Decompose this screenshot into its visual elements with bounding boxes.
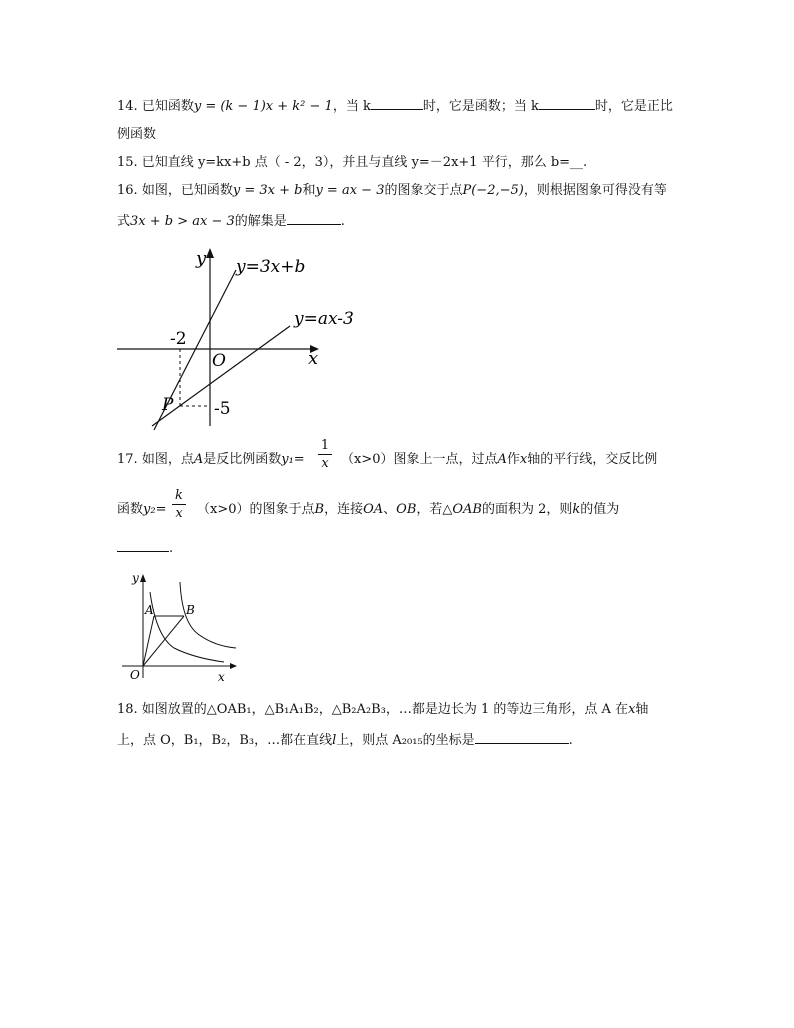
q16-formula-1: y = 3x + b <box>232 183 303 198</box>
q17-ob: OB <box>396 502 417 517</box>
fig16-x-label: x <box>308 348 319 369</box>
question-14-line1 <box>117 95 673 117</box>
question-18-line1 <box>117 700 648 720</box>
q16-text-3: 的图象交于点 <box>384 183 463 198</box>
q17-fraction-2 <box>172 487 186 522</box>
q17-point-b: B <box>314 502 325 517</box>
q16-text-2: 和 <box>302 183 316 198</box>
q17-y2: y₂= <box>143 502 167 517</box>
q17-number: 17. <box>117 452 138 467</box>
fig16-line2-label: y=ax-3 <box>294 309 354 329</box>
q17-text-5: 轴的平行线，交反比例 <box>527 452 658 467</box>
q16-point: P(−2,−5) <box>462 183 524 198</box>
q17-text-4: 作 <box>506 452 520 467</box>
q16-number: 16. <box>117 183 138 198</box>
q16-text-1: 如图，已知函数 <box>141 183 233 198</box>
fig17-y-arrow-icon <box>140 574 146 582</box>
q17-x: x <box>519 452 528 467</box>
q16-text-6: 的解集是 <box>234 214 287 229</box>
q17-text-11: 的面积为 2，则 <box>481 502 573 517</box>
q18-axis: 轴 <box>635 702 649 717</box>
q17-text-6: 函数 <box>117 502 144 517</box>
q17-frac2-num: k <box>175 488 183 503</box>
fig17-a-label: A <box>145 603 154 617</box>
q16-end: . <box>340 214 345 229</box>
q17-text-10: ，若△ <box>416 502 453 517</box>
q16-blank <box>287 210 341 225</box>
q17-line1-right <box>341 450 657 470</box>
q18-text-2b: 上，则点 A₂₀₁₅的坐标是 <box>336 733 475 748</box>
figure-17 <box>114 566 244 684</box>
fig17-origin-label: O <box>130 668 140 682</box>
q17-line1-left <box>117 450 305 470</box>
q17-text-3: 图象上一点，过点 <box>393 452 498 467</box>
fig17-b-label: B <box>186 603 195 617</box>
question-17-line3 <box>117 537 173 559</box>
q14-text-cont: 例函数 <box>117 127 157 142</box>
segment-oa <box>143 616 154 666</box>
question-14-line2 <box>117 125 156 145</box>
question-18-line2 <box>117 729 573 751</box>
q17-frac2-den: x <box>175 506 183 521</box>
q17-oa: OA <box>363 502 384 517</box>
q14-blank-1 <box>371 95 423 110</box>
q17-y1: y₁= <box>281 452 305 467</box>
q14-number: 14. <box>117 99 138 114</box>
q18-x: x <box>628 702 636 717</box>
fig16-line1-label: y=3x+b <box>236 257 306 277</box>
fig16-origin-label: O <box>212 351 226 371</box>
q18-l: l <box>332 733 337 748</box>
q17-point-a2: A <box>497 452 507 467</box>
fig16-y-tick: -5 <box>214 399 231 419</box>
question-16-line1 <box>117 181 667 201</box>
q18-text-1: 18. 如图放置的△OAB₁，△B₁A₁B₂，△B₂A₂B₃，…都是边长为 1 的等边三角形，点 A 在 <box>117 702 629 717</box>
q14-text-4: 时，它是正比 <box>594 99 673 114</box>
figure-16 <box>112 244 372 434</box>
q15-text: 15. 已知直线 y=kx+b 点（ - 2，3），并且与直线 y=－2x+1 平行，那么 b=__. <box>117 155 588 170</box>
q17-fraction-1 <box>318 437 332 472</box>
question-16-line2 <box>117 210 345 232</box>
fig16-x-tick: -2 <box>170 329 187 349</box>
q17-k: k <box>572 502 581 517</box>
q17-text-2: 是反比例函数 <box>203 452 282 467</box>
q16-formula-2: y = ax − 3 <box>315 183 385 198</box>
q17-text-8: ，连接 <box>324 502 364 517</box>
q16-inequality: 3x + b > ax − 3 <box>130 214 235 229</box>
q17-text-9: 、 <box>383 502 397 517</box>
q17-cond-1: （x>0） <box>341 452 394 467</box>
q18-text-2a: 上，点 O，B₁，B₂，B₃，…都在直线 <box>117 733 333 748</box>
q17-line2-left <box>117 500 166 520</box>
q14-formula: y = (k − 1)x + k² − 1 <box>193 99 333 114</box>
q14-blank-2 <box>539 95 595 110</box>
q17-frac1-num: 1 <box>320 438 330 453</box>
q17-text-1: 如图，点 <box>141 452 194 467</box>
q17-end: . <box>169 541 174 556</box>
q18-end: . <box>568 733 573 748</box>
q18-blank <box>475 729 569 744</box>
q14-text-2: ，当 k <box>332 99 371 114</box>
q14-text-3: 时，它是函数；当 k <box>422 99 539 114</box>
fig16-point-label: P <box>162 395 174 415</box>
q17-point-a: A <box>193 452 204 467</box>
y-axis-arrow-icon <box>206 248 214 258</box>
segment-ob <box>143 616 184 666</box>
q17-oab: OAB <box>452 502 482 517</box>
q17-cond-2: （x>0） <box>197 502 250 517</box>
q17-text-12: 的值为 <box>580 502 620 517</box>
q17-frac1-den: x <box>321 456 329 471</box>
q17-blank <box>117 537 169 552</box>
fig17-y-label: y <box>132 571 139 585</box>
fig16-y-label: y <box>196 248 207 269</box>
fig17-x-arrow-icon <box>230 663 237 669</box>
question-15 <box>117 153 587 173</box>
q14-text-1: 已知函数 <box>141 99 194 114</box>
q17-text-7: 的图象于点 <box>249 502 315 517</box>
q16-text-4: ，则根据图象可得没有等 <box>523 183 667 198</box>
q17-line2-right <box>197 500 619 520</box>
q16-text-5: 式 <box>117 214 131 229</box>
fig17-x-label: x <box>218 670 225 684</box>
